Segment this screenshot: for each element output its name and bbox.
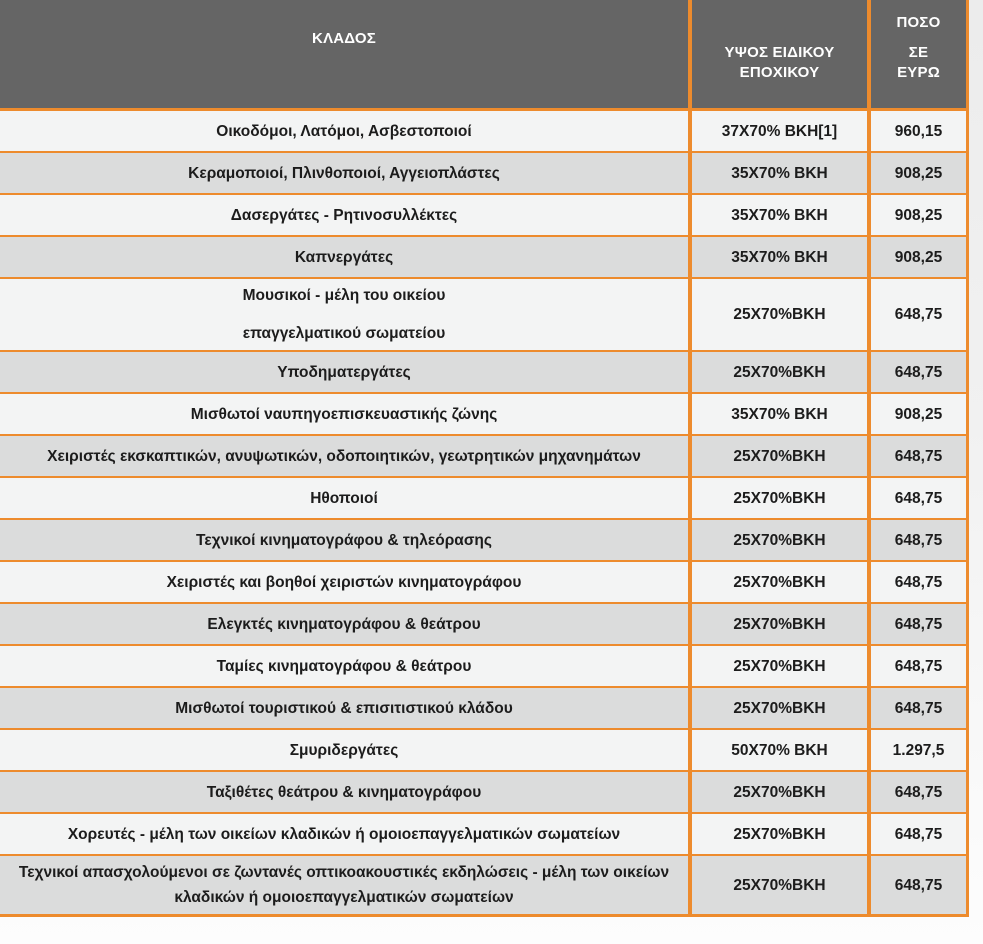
rate-text: 37Χ70% ΒΚΗ[1] [721,122,838,140]
table-body [0,111,969,917]
rate-cell [692,352,871,392]
rate-cell [692,562,871,602]
sector-cell [0,856,692,914]
rate-text: 35Χ70% ΒΚΗ [731,405,828,423]
rate-text: 35Χ70% ΒΚΗ [731,248,828,266]
table-row [0,436,969,478]
amount-cell [871,646,969,686]
sector-cell [0,195,692,235]
sector-text: Ηθοποιοί [310,489,378,507]
sector-text: Οικοδόμοι, Λατόμοι, Ασβεστοποιοί [216,122,472,140]
rate-cell [692,237,871,277]
amount-text: 648,75 [894,615,943,633]
sector-text: Μισθωτοί ναυπηγοεπισκευαστικής ζώνης [190,405,498,423]
table-row [0,688,969,730]
rate-cell [692,436,871,476]
table-row [0,195,969,237]
header-label-rate-line2: ΕΠΟΧΙΚΟΥ [739,64,820,81]
rate-cell [692,394,871,434]
rate-cell [692,153,871,193]
amount-text: 648,75 [894,531,943,549]
amount-cell [871,111,969,151]
table-row [0,153,969,195]
amount-cell [871,688,969,728]
sector-text: Μουσικοί - μέλη του οικείου [242,287,446,304]
sector-text: Δασεργάτες - Ρητινοσυλλέκτες [230,206,458,224]
amount-cell [871,237,969,277]
amount-text: 648,75 [894,306,943,323]
table-row [0,394,969,436]
rate-text: 25Χ70%ΒΚΗ [733,876,826,894]
amount-text: 648,75 [894,699,943,717]
amount-text: 960,15 [894,122,943,140]
amount-text: 1.297,5 [892,741,945,759]
sector-cell [0,237,692,277]
amount-text: 908,25 [894,405,943,423]
sector-cell [0,153,692,193]
rate-cell [692,730,871,770]
amount-text: 648,75 [894,783,943,801]
sector-text: Κεραμοποιοί, Πλινθοποιοί, Αγγειοπλάστες [188,164,500,182]
rate-text: 50Χ70% ΒΚΗ [731,741,828,759]
table-row [0,279,969,352]
sector-cell [0,646,692,686]
amount-cell [871,604,969,644]
sector-cell [0,520,692,560]
rate-cell [692,856,871,914]
sector-text: Υποδηματεργάτες [277,363,411,381]
amount-text: 648,75 [894,876,943,894]
rate-cell [692,814,871,854]
amount-text: 648,75 [894,447,943,465]
sector-text: Τεχνικοί κινηματογράφου & τηλεόρασης [196,531,492,549]
amount-text: 908,25 [894,164,943,182]
rate-text: 25Χ70%ΒΚΗ [733,783,826,801]
rate-text: 25Χ70%ΒΚΗ [733,489,826,507]
sector-text: Καπνεργάτες [294,248,394,266]
amount-cell [871,772,969,812]
rate-text: 25Χ70%ΒΚΗ [733,615,826,633]
table-row [0,520,969,562]
table-row [0,352,969,394]
header-label-amount-line3: ΕΥΡΩ [897,64,940,81]
amount-cell [871,856,969,914]
amount-cell [871,352,969,392]
amount-text: 908,25 [894,248,943,266]
header-cell-sector [0,0,692,108]
rate-cell [692,520,871,560]
rate-text: 25Χ70%ΒΚΗ [733,447,826,465]
amount-text: 648,75 [894,657,943,675]
amount-text: 648,75 [894,489,943,507]
sector-cell [0,814,692,854]
rate-cell [692,604,871,644]
sector-text: Μισθωτοί τουριστικού & επισιτιστικού κλάδου [175,699,513,717]
rate-text: 25Χ70%ΒΚΗ [733,699,826,717]
sector-cell [0,562,692,602]
amount-cell [871,394,969,434]
rate-text: 25Χ70%ΒΚΗ [733,657,826,675]
amount-cell [871,153,969,193]
rate-cell [692,478,871,518]
rate-cell [692,111,871,151]
table-row [0,478,969,520]
sector-text: Χορευτές - μέλη των οικείων κλαδικών ή ομοιοεπαγγελματικών σωματείων [67,825,621,843]
sector-text: Σμυριδεργάτες [289,741,399,759]
sector-text: Χειριστές εκσκαπτικών, ανυψωτικών, οδοποιητικών, γεωτρητικών μηχανημάτων [47,447,641,465]
amount-text: 648,75 [894,363,943,381]
amount-cell [871,279,969,350]
table-row [0,237,969,279]
sector-cell [0,730,692,770]
rate-text: 25Χ70%ΒΚΗ [733,363,826,381]
table-row [0,604,969,646]
rate-cell [692,195,871,235]
sector-text: Τεχνικοί απασχολούμενοι σε ζωντανές οπτικοακουστικές εκδηλώσεις - μέλη των οικείων κλαδικών ή ομοιοεπαγγελματικών σωματείων [18,864,670,906]
rate-text: 35Χ70% ΒΚΗ [731,164,828,182]
table-header-row [0,0,969,111]
amount-cell [871,520,969,560]
rate-cell [692,688,871,728]
sector-text: επαγγελματικού σωματείου [242,325,446,342]
rate-text: 25Χ70%ΒΚΗ [733,573,826,591]
header-label-sector: ΚΛΑΔΟΣ [312,30,376,47]
amount-text: 648,75 [894,825,943,843]
sector-text: Ελεγκτές κινηματογράφου & θεάτρου [207,615,481,633]
rate-cell [692,772,871,812]
header-label-amount-line2: ΣΕ [908,44,929,61]
sector-cell [0,111,692,151]
rate-cell [692,646,871,686]
table-row [0,730,969,772]
amount-text: 908,25 [894,206,943,224]
sector-cell [0,352,692,392]
amount-cell [871,436,969,476]
table-row [0,814,969,856]
sector-text: Ταμίες κινηματογράφου & θεάτρου [216,657,472,675]
sector-cell [0,478,692,518]
rate-text: 25Χ70%ΒΚΗ [733,531,826,549]
table-row [0,856,969,917]
amount-cell [871,814,969,854]
header-cell-rate [692,0,871,108]
sector-cell [0,772,692,812]
header-cell-amount [871,0,969,108]
sector-cell [0,394,692,434]
amount-cell [871,195,969,235]
table-row [0,562,969,604]
table-row [0,646,969,688]
amount-cell [871,730,969,770]
rate-cell [692,279,871,350]
sector-cell [0,279,692,350]
sector-text: Χειριστές και βοηθοί χειριστών κινηματογράφου [166,573,522,591]
sector-cell [0,604,692,644]
rate-text: 25Χ70%ΒΚΗ [733,825,826,843]
sector-cell [0,436,692,476]
rate-text: 35Χ70% ΒΚΗ [731,206,828,224]
header-label-amount-line1: ΠΟΣΟ [896,14,941,31]
header-label-rate-line1: ΥΨΟΣ ΕΙΔΙΚΟΥ [724,44,835,61]
amount-cell [871,562,969,602]
table-row [0,111,969,153]
amount-cell [871,478,969,518]
table-row [0,772,969,814]
sector-text: Ταξιθέτες θεάτρου & κινηματογράφου [206,783,482,801]
sector-cell [0,688,692,728]
rate-text: 25Χ70%ΒΚΗ [733,306,826,323]
amount-text: 648,75 [894,573,943,591]
